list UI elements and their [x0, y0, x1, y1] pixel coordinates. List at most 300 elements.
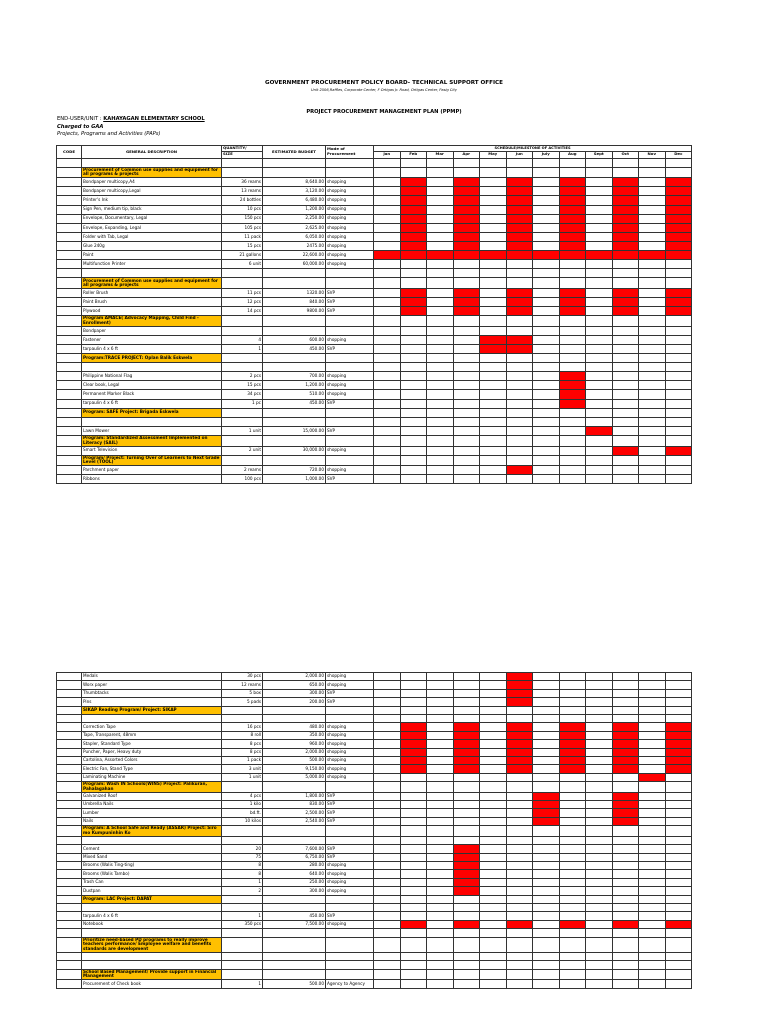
item-budget: 450.00 [263, 912, 326, 920]
schedule-cell [400, 836, 427, 844]
code-cell [57, 853, 82, 861]
schedule-cell [533, 446, 560, 455]
schedule-cell [612, 316, 639, 327]
schedule-cell [506, 836, 533, 844]
item-mode [326, 969, 374, 980]
schedule-cell [665, 278, 692, 289]
schedule-cell [374, 937, 401, 952]
item-row [57, 862, 692, 870]
schedule-cell [533, 307, 560, 316]
item-description: Ribbons [82, 475, 222, 484]
item-budget [263, 316, 326, 327]
schedule-mark [559, 723, 586, 731]
blank-row [57, 714, 692, 722]
item-description: Trash Can [82, 878, 222, 886]
item-budget: 5,000.00 [263, 773, 326, 781]
schedule-mark [665, 178, 692, 187]
schedule-cell [612, 344, 639, 353]
schedule-mark [453, 740, 480, 748]
schedule-cell [639, 714, 666, 722]
item-row [57, 390, 692, 399]
schedule-cell [427, 698, 454, 706]
schedule-mark [400, 731, 427, 739]
item-mode: shopping [326, 205, 374, 214]
schedule-cell [480, 381, 507, 390]
code-cell [57, 878, 82, 886]
schedule-cell [374, 912, 401, 920]
schedule-cell [665, 845, 692, 853]
item-quantity: 8 roll [222, 731, 263, 739]
schedule-cell [639, 952, 666, 960]
schedule-mark [559, 765, 586, 773]
end-user-label: END-USER/UNIT : [57, 116, 102, 122]
schedule-cell [374, 354, 401, 363]
item-mode: shopping [326, 260, 374, 269]
schedule-mark [400, 920, 427, 928]
schedule-cell [453, 455, 480, 466]
schedule-cell [533, 969, 560, 980]
item-mode: Agency to Agency [326, 980, 374, 988]
schedule-cell [612, 853, 639, 861]
item-description: Galvanized Roof [82, 792, 222, 800]
code-cell [57, 845, 82, 853]
schedule-mark [400, 223, 427, 232]
schedule-cell [586, 298, 613, 307]
schedule-cell [506, 455, 533, 466]
item-mode: shopping [326, 214, 374, 223]
item-description: Mixed Sand [82, 853, 222, 861]
schedule-cell [400, 801, 427, 809]
schedule-cell [586, 723, 613, 731]
schedule-cell [480, 689, 507, 697]
item-row [57, 912, 692, 920]
schedule-cell [400, 714, 427, 722]
schedule-cell [374, 475, 401, 484]
code-cell [57, 167, 82, 178]
schedule-mark [559, 390, 586, 399]
schedule-mark [506, 251, 533, 260]
program-title: Prioritize need-based PD programs to really improve teachers performance/ Employee welfare and benefits standards are development [82, 937, 222, 952]
code-cell [57, 809, 82, 817]
schedule-cell [612, 929, 639, 937]
item-mode: shopping [326, 466, 374, 475]
item-row [57, 214, 692, 223]
code-cell [57, 952, 82, 960]
schedule-cell [586, 980, 613, 988]
schedule-cell [374, 260, 401, 269]
item-quantity: 2 [222, 887, 263, 895]
schedule-mark [665, 920, 692, 928]
schedule-cell [665, 969, 692, 980]
schedule-cell [612, 681, 639, 689]
item-budget: 2,540.00 [263, 817, 326, 825]
schedule-mark [559, 288, 586, 297]
item-mode: shopping [326, 187, 374, 196]
code-cell [57, 316, 82, 327]
item-mode: SVP [326, 475, 374, 484]
schedule-mark [453, 862, 480, 870]
item-quantity [222, 363, 263, 372]
schedule-cell [400, 158, 427, 167]
schedule-mark [612, 792, 639, 800]
description-cell [82, 363, 222, 372]
item-description: Smart Television [82, 446, 222, 455]
blank-row [57, 269, 692, 278]
code-cell [57, 269, 82, 278]
schedule-cell [400, 952, 427, 960]
schedule-cell [533, 399, 560, 408]
schedule-cell [506, 952, 533, 960]
schedule-cell [374, 765, 401, 773]
schedule-cell [665, 673, 692, 681]
schedule-cell [559, 363, 586, 372]
schedule-cell [586, 845, 613, 853]
item-mode: SVP [326, 344, 374, 353]
schedule-cell [559, 698, 586, 706]
item-budget: 250.00 [263, 878, 326, 886]
schedule-mark [612, 801, 639, 809]
code-cell [57, 740, 82, 748]
code-cell [57, 354, 82, 363]
schedule-cell [586, 372, 613, 381]
schedule-cell [374, 723, 401, 731]
schedule-mark [506, 344, 533, 353]
schedule-cell [427, 773, 454, 781]
schedule-cell [612, 903, 639, 911]
schedule-cell [586, 260, 613, 269]
code-cell [57, 435, 82, 446]
schedule-cell [480, 870, 507, 878]
schedule-cell [400, 455, 427, 466]
schedule-cell [506, 782, 533, 793]
schedule-cell [374, 792, 401, 800]
item-budget [263, 363, 326, 372]
item-mode [326, 158, 374, 167]
program-title: Procurement of Common use supplies and equipment for all programs & projects [82, 278, 222, 289]
item-quantity [222, 826, 263, 837]
item-mode: shopping [326, 878, 374, 886]
schedule-cell [639, 862, 666, 870]
schedule-cell [612, 673, 639, 681]
schedule-mark [559, 187, 586, 196]
schedule-cell [612, 969, 639, 980]
item-mode [326, 895, 374, 903]
schedule-cell [559, 417, 586, 426]
schedule-mark [665, 298, 692, 307]
schedule-cell [453, 937, 480, 952]
description-cell [82, 961, 222, 969]
schedule-cell [586, 673, 613, 681]
schedule-mark [506, 298, 533, 307]
program-title: School Based Management/ Provide support in Financial Management [82, 969, 222, 980]
item-description: Brooms (Walis Tambo) [82, 870, 222, 878]
schedule-cell [506, 862, 533, 870]
schedule-cell [612, 158, 639, 167]
schedule-cell [586, 706, 613, 714]
description-cell [82, 269, 222, 278]
item-description: Paint [82, 251, 222, 260]
item-row [57, 845, 692, 853]
schedule-cell [665, 937, 692, 952]
schedule-cell [533, 187, 560, 196]
schedule-cell [586, 214, 613, 223]
schedule-cell [506, 980, 533, 988]
item-mode: SVP [326, 426, 374, 435]
schedule-cell [586, 801, 613, 809]
schedule-cell [427, 895, 454, 903]
schedule-cell [586, 698, 613, 706]
schedule-cell [612, 278, 639, 289]
schedule-cell [612, 836, 639, 844]
item-mode [326, 903, 374, 911]
schedule-cell [665, 862, 692, 870]
schedule-cell [533, 937, 560, 952]
schedule-cell [400, 326, 427, 335]
schedule-cell [480, 706, 507, 714]
schedule-cell [612, 782, 639, 793]
item-description: Paint Brush [82, 298, 222, 307]
item-row [57, 817, 692, 825]
schedule-cell [586, 187, 613, 196]
schedule-cell [374, 782, 401, 793]
item-quantity: 8 pcs [222, 740, 263, 748]
item-budget [263, 929, 326, 937]
schedule-cell [559, 706, 586, 714]
schedule-cell [374, 307, 401, 316]
month-header-may: May [480, 151, 507, 158]
schedule-cell [586, 435, 613, 446]
schedule-cell [665, 681, 692, 689]
item-budget: 7,600.00 [263, 845, 326, 853]
code-cell [57, 673, 82, 681]
schedule-cell [480, 773, 507, 781]
schedule-cell [400, 845, 427, 853]
schedule-cell [374, 952, 401, 960]
schedule-cell [665, 335, 692, 344]
schedule-cell [612, 335, 639, 344]
schedule-cell [480, 912, 507, 920]
item-description: Bondpaper multicopy,Legal [82, 187, 222, 196]
schedule-cell [559, 912, 586, 920]
item-description: tarpaulin 4 x 6 ft [82, 344, 222, 353]
code-cell [57, 756, 82, 764]
schedule-cell [586, 895, 613, 903]
schedule-mark [559, 381, 586, 390]
schedule-cell [427, 878, 454, 886]
schedule-cell [506, 381, 533, 390]
description-cell [82, 929, 222, 937]
schedule-cell [559, 167, 586, 178]
schedule-cell [665, 408, 692, 417]
item-mode: SVP [326, 801, 374, 809]
schedule-cell [506, 870, 533, 878]
schedule-mark [480, 251, 507, 260]
schedule-cell [480, 853, 507, 861]
schedule-cell [400, 980, 427, 988]
schedule-cell [400, 878, 427, 886]
schedule-cell [427, 381, 454, 390]
schedule-cell [400, 903, 427, 911]
item-budget [263, 961, 326, 969]
schedule-cell [427, 241, 454, 250]
schedule-cell [639, 455, 666, 466]
schedule-cell [533, 196, 560, 205]
schedule-cell [453, 399, 480, 408]
schedule-cell [665, 167, 692, 178]
item-description: Clear book, Legal [82, 381, 222, 390]
code-cell [57, 335, 82, 344]
schedule-cell [665, 417, 692, 426]
schedule-cell [427, 748, 454, 756]
schedule-cell [639, 801, 666, 809]
office-address: Unit 2506,Raffles, Corporate Center, F Ortigas Jr. Road, Ortigas Center, Pasig City [311, 88, 457, 92]
schedule-cell [665, 887, 692, 895]
schedule-mark [665, 187, 692, 196]
schedule-cell [665, 455, 692, 466]
schedule-mark [506, 223, 533, 232]
schedule-cell [480, 748, 507, 756]
schedule-cell [559, 853, 586, 861]
schedule-mark [453, 205, 480, 214]
schedule-cell [506, 887, 533, 895]
code-cell [57, 920, 82, 928]
schedule-mark [665, 723, 692, 731]
item-description: Folder with Tab, Legal [82, 232, 222, 241]
item-quantity [222, 903, 263, 911]
item-row [57, 980, 692, 988]
schedule-cell [506, 912, 533, 920]
schedule-cell [480, 372, 507, 381]
schedule-cell [453, 475, 480, 484]
item-description: Stapler, Standard Type [82, 740, 222, 748]
schedule-mark [612, 196, 639, 205]
item-description: Envelope, Expanding, Legal [82, 223, 222, 232]
program-title: Procurement of Common use supplies and equipment for all programs & projects [82, 167, 222, 178]
schedule-cell [400, 689, 427, 697]
schedule-cell [506, 773, 533, 781]
item-description: Procurement of Check book [82, 980, 222, 988]
item-budget: 2475.00 [263, 241, 326, 250]
schedule-cell [400, 408, 427, 417]
item-quantity: 6 unit [222, 260, 263, 269]
item-mode: SVP [326, 307, 374, 316]
schedule-cell [639, 723, 666, 731]
schedule-cell [559, 673, 586, 681]
item-budget: 9,150.00 [263, 765, 326, 773]
schedule-cell [586, 853, 613, 861]
item-quantity [222, 782, 263, 793]
schedule-cell [533, 426, 560, 435]
schedule-cell [559, 969, 586, 980]
item-budget [263, 836, 326, 844]
item-budget: 2,250.00 [263, 214, 326, 223]
code-cell [57, 205, 82, 214]
schedule-cell [639, 278, 666, 289]
schedule-cell [427, 756, 454, 764]
schedule-cell [586, 809, 613, 817]
schedule-cell [480, 363, 507, 372]
schedule-mark [612, 920, 639, 928]
code-cell [57, 372, 82, 381]
schedule-cell [639, 782, 666, 793]
schedule-cell [453, 466, 480, 475]
schedule-cell [665, 895, 692, 903]
item-quantity [222, 417, 263, 426]
schedule-cell [400, 390, 427, 399]
blank-row [57, 929, 692, 937]
schedule-cell [586, 887, 613, 895]
schedule-mark [612, 288, 639, 297]
schedule-cell [453, 961, 480, 969]
item-quantity [222, 278, 263, 289]
item-quantity: 16 pcs [222, 723, 263, 731]
code-cell [57, 870, 82, 878]
schedule-cell [665, 260, 692, 269]
schedule-cell [559, 354, 586, 363]
schedule-mark [612, 214, 639, 223]
schedule-cell [374, 426, 401, 435]
schedule-cell [506, 390, 533, 399]
schedule-cell [480, 298, 507, 307]
schedule-cell [427, 399, 454, 408]
schedule-cell [374, 455, 401, 466]
schedule-cell [586, 681, 613, 689]
schedule-cell [586, 178, 613, 187]
schedule-cell [665, 903, 692, 911]
schedule-mark [506, 187, 533, 196]
schedule-mark [612, 307, 639, 316]
item-row [57, 205, 692, 214]
schedule-cell [533, 845, 560, 853]
schedule-mark [559, 399, 586, 408]
item-budget [263, 706, 326, 714]
schedule-cell [559, 475, 586, 484]
item-budget [263, 167, 326, 178]
item-quantity: 24 bottles [222, 196, 263, 205]
schedule-cell [506, 853, 533, 861]
schedule-cell [533, 435, 560, 446]
schedule-cell [480, 205, 507, 214]
program-row [57, 408, 692, 417]
schedule-cell [374, 773, 401, 781]
item-quantity [222, 714, 263, 722]
schedule-cell [639, 426, 666, 435]
schedule-cell [374, 826, 401, 837]
item-budget: 830.00 [263, 801, 326, 809]
item-budget: 2,000.00 [263, 748, 326, 756]
schedule-mark [665, 731, 692, 739]
code-cell [57, 214, 82, 223]
schedule-cell [612, 952, 639, 960]
description-cell [82, 836, 222, 844]
schedule-cell [506, 937, 533, 952]
schedule-cell [639, 920, 666, 928]
schedule-cell [480, 187, 507, 196]
schedule-cell [374, 214, 401, 223]
schedule-cell [665, 316, 692, 327]
schedule-cell [427, 417, 454, 426]
schedule-cell [400, 167, 427, 178]
schedule-cell [639, 706, 666, 714]
schedule-cell [639, 316, 666, 327]
schedule-mark [612, 740, 639, 748]
schedule-cell [374, 961, 401, 969]
code-cell [57, 278, 82, 289]
schedule-cell [400, 269, 427, 278]
item-budget [263, 455, 326, 466]
item-budget [263, 278, 326, 289]
schedule-mark [400, 298, 427, 307]
